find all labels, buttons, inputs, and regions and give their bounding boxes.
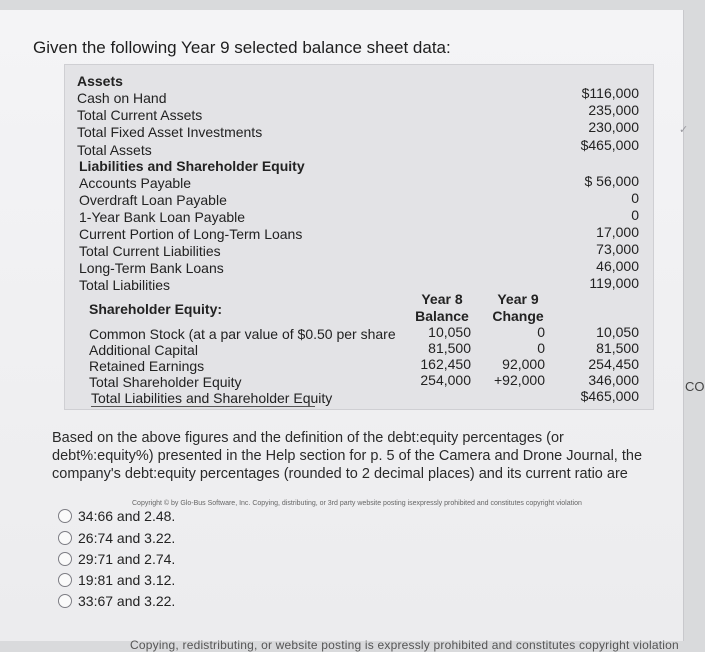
col-header-year9-line1: Year 9	[497, 291, 539, 307]
answer-option-label: 29:71 and 2.74.	[78, 551, 176, 567]
equity-year9: 0	[537, 324, 545, 340]
asset-label: Cash on Hand	[77, 90, 167, 106]
question-sheet	[0, 10, 689, 652]
radio-button[interactable]	[58, 573, 72, 587]
balance-sheet-panel	[64, 64, 689, 410]
answer-option-label: 34:66 and 2.48.	[78, 508, 176, 524]
col-header-year8-line1: Year 8	[421, 291, 463, 307]
liability-label: Overdraft Loan Payable	[79, 192, 227, 208]
side-widget-icon[interactable]: CO	[685, 379, 705, 394]
liability-value: 17,000	[596, 224, 639, 240]
assets-heading: Assets	[77, 73, 123, 89]
equity-year8: 162,450	[420, 356, 471, 372]
equity-total: $465,000	[580, 388, 639, 404]
equity-year8: 254,000	[420, 372, 471, 388]
radio-button[interactable]	[58, 509, 72, 523]
liability-value: 73,000	[596, 241, 639, 257]
answer-option[interactable]	[58, 551, 175, 567]
liability-label: Long-Term Bank Loans	[79, 260, 224, 276]
equity-label: Total Liabilities and Shareholder Equity	[91, 390, 333, 406]
liability-value: 119,000	[589, 275, 639, 291]
asset-label: Total Assets	[77, 142, 152, 158]
answer-option-label: 33:67 and 3.22.	[78, 593, 176, 609]
answer-option[interactable]	[58, 593, 175, 609]
liability-label: Accounts Payable	[79, 175, 192, 191]
copyright-footer: Copying, redistributing, or website posting is expressly prohibited and constitutes copyright violation	[130, 638, 679, 652]
answer-option[interactable]	[58, 530, 175, 546]
answer-option[interactable]	[58, 572, 175, 588]
equity-year8: 81,500	[428, 340, 471, 356]
answer-option-label: 26:74 and 3.22.	[78, 530, 176, 546]
equity-total: 81,500	[596, 340, 639, 356]
equity-total: 10,050	[596, 324, 639, 340]
liability-value: $ 56,000	[584, 173, 639, 189]
col-header-year9-line2: Change	[492, 308, 544, 324]
equity-label: Common Stock (at a par value of $0.50 per share	[89, 326, 396, 342]
liability-label: Total Current Liabilities	[79, 243, 221, 259]
col-header-year8-line2: Balance	[415, 308, 469, 324]
equity-year9: 0	[537, 340, 545, 356]
check-mark: ✓	[679, 124, 689, 136]
radio-button[interactable]	[58, 594, 72, 608]
asset-value: 235,000	[588, 102, 639, 118]
question-text: Based on the above figures and the definition of the debt:equity percentages (or debt%:equity%) presented in the Help section for p. 5 of the Camera and Drone Journal, the company's debt:equity percentages (rounded to 2 decimal places) and its current ratio are	[52, 430, 643, 482]
liability-value: 46,000	[596, 258, 639, 274]
equity-total: 254,450	[588, 356, 639, 372]
liabilities-heading: Liabilities and Shareholder Equity	[79, 158, 305, 174]
equity-label: Total Shareholder Equity	[89, 374, 242, 390]
asset-value: $116,000	[581, 85, 639, 101]
underline	[91, 406, 315, 407]
asset-value: $465,000	[580, 137, 639, 153]
prompt-text: Given the following Year 9 selected balance sheet data:	[33, 38, 451, 57]
asset-value: 230,000	[588, 119, 639, 135]
equity-label: Retained Earnings	[89, 358, 205, 374]
radio-button[interactable]	[58, 531, 72, 545]
equity-heading: Shareholder Equity:	[89, 301, 223, 317]
asset-label: Total Current Assets	[77, 107, 203, 123]
copyright-notice: Copyright © by Glo-Bus Software, Inc. Copying, distributing, or 3rd party website posting isexpressly prohibited and constitutes copyright violation	[132, 500, 582, 507]
liability-label: Current Portion of Long-Term Loans	[79, 226, 303, 242]
answer-option-label: 19:81 and 3.12.	[78, 572, 176, 588]
radio-button[interactable]	[58, 552, 72, 566]
equity-year8: 10,050	[428, 324, 471, 340]
liability-label: 1-Year Bank Loan Payable	[79, 209, 246, 225]
equity-label: Additional Capital	[89, 342, 198, 358]
answer-option[interactable]	[58, 508, 175, 524]
liability-value: 0	[631, 207, 639, 223]
equity-year9: 92,000	[502, 356, 545, 372]
liability-label: Total Liabilities	[79, 277, 171, 293]
equity-total: 346,000	[588, 372, 639, 388]
liability-value: 0	[631, 190, 639, 206]
equity-year9: +92,000	[494, 372, 545, 388]
asset-label: Total Fixed Asset Investments	[77, 124, 263, 140]
